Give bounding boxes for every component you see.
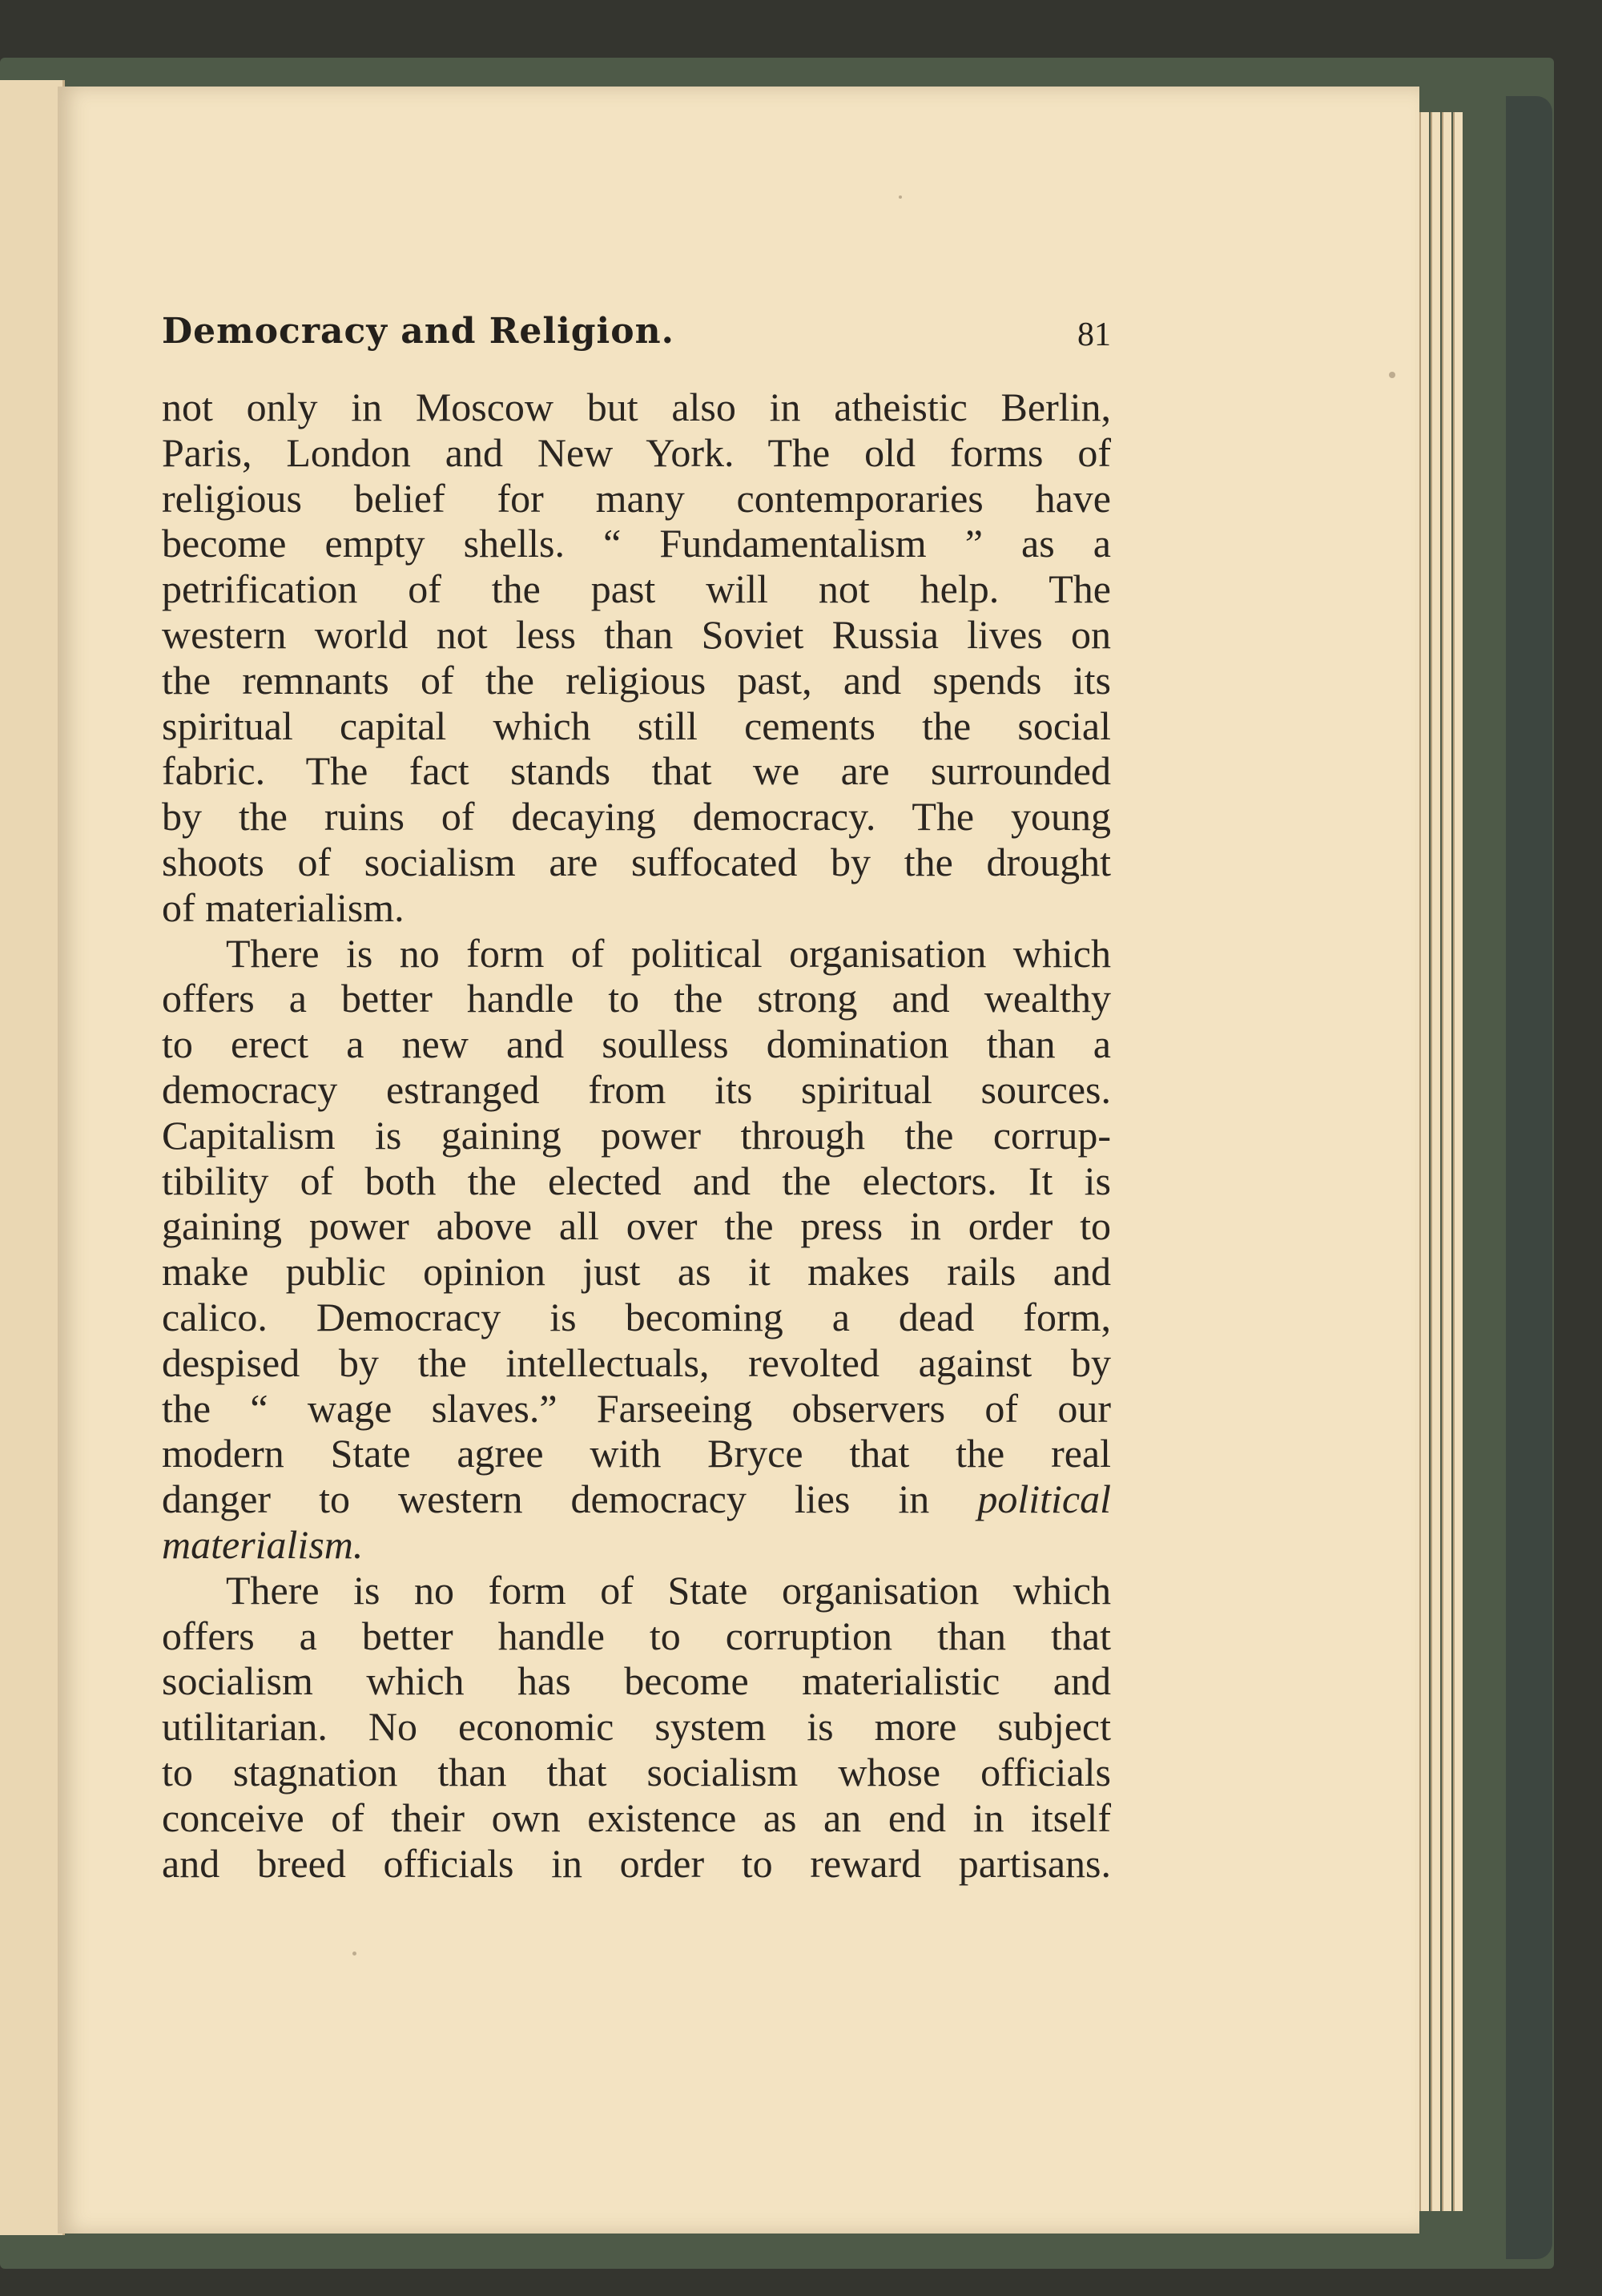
text-line xyxy=(162,1476,1111,1522)
text-line: There is no form of State organisation which xyxy=(226,1567,1111,1613)
paper-spot xyxy=(1389,372,1395,378)
text-line: western world not less than Soviet Russia lives on xyxy=(162,611,1111,657)
text-line: despised by the intellectuals, revolted against by xyxy=(162,1339,1111,1385)
text-line: of materialism. xyxy=(162,884,405,930)
italic-text: political xyxy=(977,1476,1111,1522)
text-line: There is no form of political organisation which xyxy=(226,930,1111,976)
page-edge xyxy=(1419,112,1429,2211)
text-line: modern State agree with Bryce that the real xyxy=(162,1431,1111,1476)
text-line: fabric. The fact stands that we are surrounded xyxy=(162,748,1111,794)
text-line: offers a better handle to corruption than that xyxy=(162,1613,1111,1658)
text-line: by the ruins of decaying democracy. The young xyxy=(162,794,1111,840)
text-line: and breed officials in order to reward partisans. xyxy=(162,1840,1111,1886)
text-line: the “ wage slaves.” Farseeing observers of our xyxy=(162,1385,1111,1431)
body-text xyxy=(162,385,1111,1886)
page-number: 81 xyxy=(1077,316,1111,353)
text-line: shoots of socialism are suffocated by the drought xyxy=(162,839,1111,884)
cover-edge xyxy=(1506,96,1552,2259)
paper-spot xyxy=(899,195,902,199)
page-edge xyxy=(1442,112,1451,2211)
text-line: conceive of their own existence as an end in itself xyxy=(162,1795,1111,1840)
text-line: calico. Democracy is becoming a dead form, xyxy=(162,1294,1111,1339)
italic-text: materialism. xyxy=(162,1521,364,1567)
text-line: gaining power above all over the press in order to xyxy=(162,1203,1111,1249)
page-edge xyxy=(1453,112,1463,2211)
text-line: make public opinion just as it makes rails and xyxy=(162,1249,1111,1295)
text-line: become empty shells. “ Fundamentalism ” as a xyxy=(162,521,1111,566)
text-line: spiritual capital which still cements the social xyxy=(162,703,1111,748)
text-line: Paris, London and New York. The old forms of xyxy=(162,429,1111,475)
text-line: the remnants of the religious past, and spends its xyxy=(162,657,1111,703)
page-edge xyxy=(1431,112,1440,2211)
text-line: democracy estranged from its spiritual sources. xyxy=(162,1066,1111,1112)
text-line: utilitarian. No economic system is more subject xyxy=(162,1704,1111,1750)
text-line: Capitalism is gaining power through the corrup- xyxy=(162,1112,1111,1158)
text-line: tibility of both the elected and the electors. It is xyxy=(162,1158,1111,1203)
text-line: not only in Moscow but also in atheistic Berlin, xyxy=(162,385,1111,429)
facing-page-edge xyxy=(0,80,65,2235)
text-line: to erect a new and soulless domination than a xyxy=(162,1021,1111,1067)
text-line: religious belief for many contemporaries have xyxy=(162,475,1111,521)
page-header xyxy=(162,311,1111,367)
paper-spot xyxy=(352,1952,356,1956)
running-head: Democracy and Religion. xyxy=(162,311,674,352)
text-line: offers a better handle to the strong and wealthy xyxy=(162,976,1111,1021)
text-segment: danger to western democracy lies in xyxy=(162,1476,930,1522)
text-line: socialism which has become materialistic and xyxy=(162,1658,1111,1704)
text-line xyxy=(162,1522,1111,1568)
text-line: to stagnation than that socialism whose officials xyxy=(162,1749,1111,1795)
text-line: petrification of the past will not help. The xyxy=(162,566,1111,612)
